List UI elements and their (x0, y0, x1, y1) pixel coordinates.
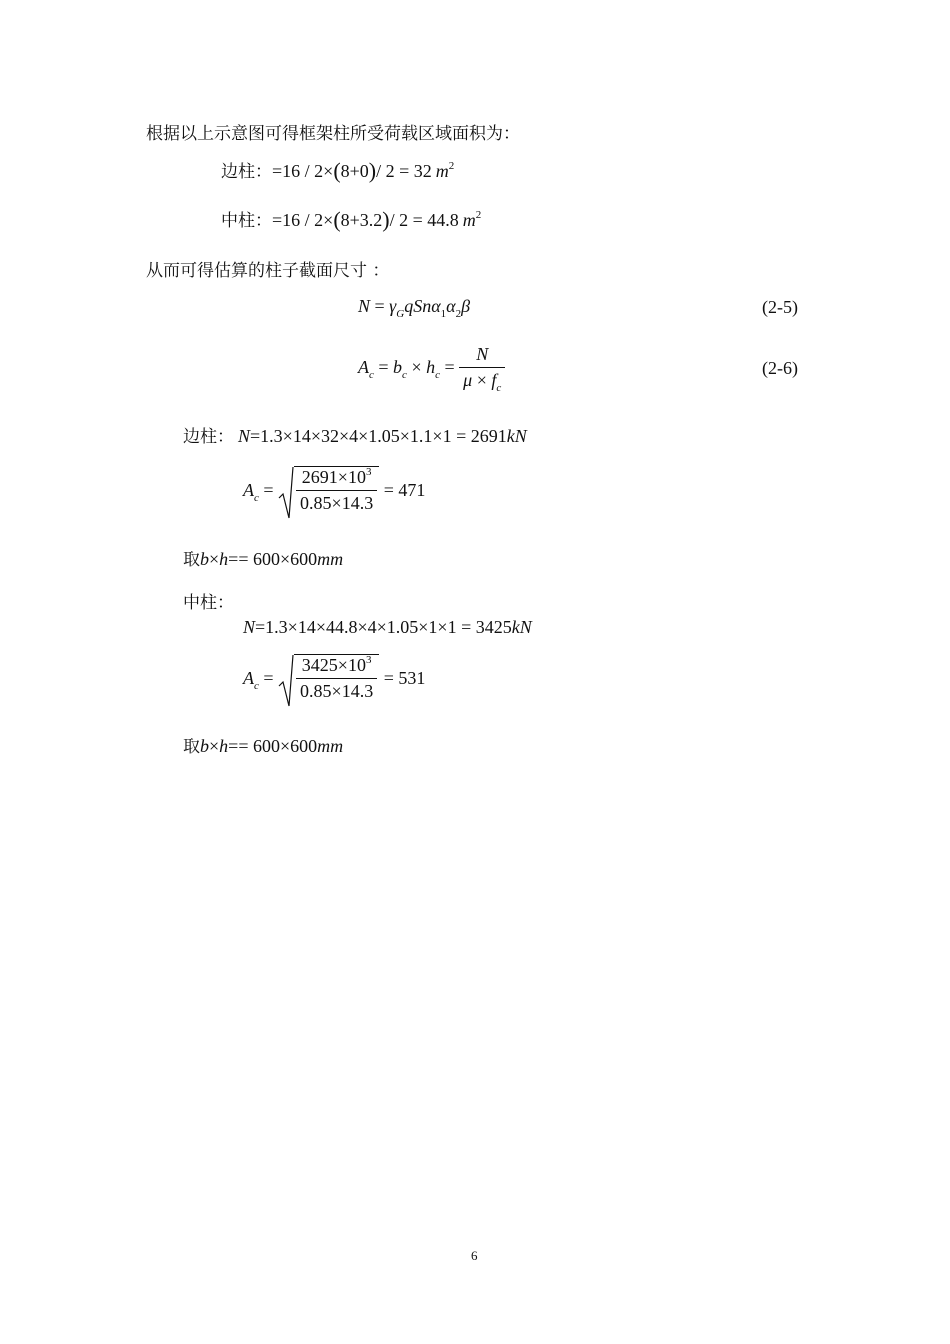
equation-2-6-fraction: $\frac{N}{\mu \times f_c}$ (459, 344, 505, 391)
edge-take-b: b (200, 549, 209, 569)
mid-ac-result: = 531 (383, 667, 426, 688)
edge-take-h: h (219, 549, 229, 569)
area-mid-unit-sup: 2 (475, 209, 482, 221)
mid-take-label: 取 (183, 737, 200, 757)
equation-2-6-numerator: N (459, 344, 505, 368)
edge-n-expr: =1.3×14×32×4×1.05×1.1×1 = 2691 (250, 426, 507, 446)
mid-take-unit: mm (317, 736, 344, 756)
estimate-intro: 从而可得估算的柱子截面尺寸 ： (146, 261, 390, 281)
area-edge-expr-b: 8+0 (340, 161, 369, 181)
edge-take-expr: = 600×600 (238, 549, 318, 569)
mid-ac-denominator: 0.85×14.3 (300, 681, 374, 701)
mid-take-b: b (200, 736, 209, 756)
mid-take-expr: = 600×600 (238, 736, 318, 756)
mid-ac-numerator: 3425×10 (301, 655, 366, 675)
edge-n-line: 边柱： N=1.3×14×32×4×1.05×1.1×1 = 2691kN (183, 426, 527, 447)
edge-ac-denominator: 0.85×14.3 (300, 493, 374, 513)
sqrt-icon (278, 466, 294, 520)
edge-sqrt (278, 466, 379, 514)
mid-take-h: h (219, 736, 229, 756)
edge-take-unit: mm (317, 549, 344, 569)
area-mid-expr-a: =16 / 2× (272, 210, 334, 230)
equation-number-2-5: (2-5) (762, 297, 798, 317)
area-edge-unit-sup: 2 (448, 160, 455, 172)
edge-label: 边柱： (183, 427, 234, 447)
area-edge-label: 边柱： (221, 162, 272, 182)
edge-take-line: 取b×h== 600×600mm (183, 549, 344, 570)
page-number: 6 (471, 1248, 478, 1263)
mid-n-expr: =1.3×14×44.8×4×1.05×1×1 = 3425 (255, 617, 512, 637)
edge-ac-numerator: 2691×10 (301, 467, 366, 487)
mid-label: 中柱： (183, 593, 234, 613)
area-mid-line: 中柱：=16 / 2×(8+3.2)/ 2 = 44.8 $m^2$ (221, 207, 482, 232)
area-mid-expr-b: 8+3.2 (340, 210, 383, 230)
area-mid-label: 中柱： (221, 211, 272, 231)
area-edge-unit: m (435, 161, 449, 181)
edge-ac-line: $A_c$ = $\frac{2691\times 10^3}{0.85\times 14.3}$ = 471 (243, 466, 425, 514)
area-edge-expr-a: =16 / 2× (272, 161, 334, 181)
edge-ac-result: = 471 (383, 479, 426, 500)
equation-number-2-6: (2-6) (762, 358, 798, 378)
mid-take-line: 取b×h== 600×600mm (183, 736, 344, 757)
mid-n-line: N=1.3×14×44.8×4×1.05×1×1 = 3425kN (243, 617, 532, 637)
mid-sqrt (278, 654, 379, 702)
equation-2-5: $N = \gamma_GqSn\alpha_1\alpha_2\beta$ (358, 296, 471, 320)
area-edge-line: 边柱：=16 / 2×(8+0)/ 2 = 32 $m^2$ (221, 158, 455, 183)
area-mid-expr-c: / 2 = 44.8 (389, 210, 459, 230)
mid-ac-numerator-sup: 3 (365, 654, 372, 666)
area-mid-unit: m (462, 210, 476, 230)
edge-take-label: 取 (183, 550, 200, 570)
mid-ac-line: $A_c$ = $\frac{3425\times 10^3}{0.85\times 14.3}$ = 531 (243, 654, 425, 702)
mid-n-unit: kN (511, 617, 532, 637)
area-edge-expr-c: / 2 = 32 (376, 161, 432, 181)
equation-2-6: $A_c = b_c \times h_c$ = $\frac{N}{\mu \times f_c}$ (358, 344, 505, 391)
sqrt-icon (278, 654, 294, 708)
edge-ac-numerator-sup: 3 (365, 466, 372, 478)
intro-text: 根据以上示意图可得框架柱所受荷载区域面积为： (146, 124, 520, 144)
edge-n-unit: kN (506, 426, 527, 446)
